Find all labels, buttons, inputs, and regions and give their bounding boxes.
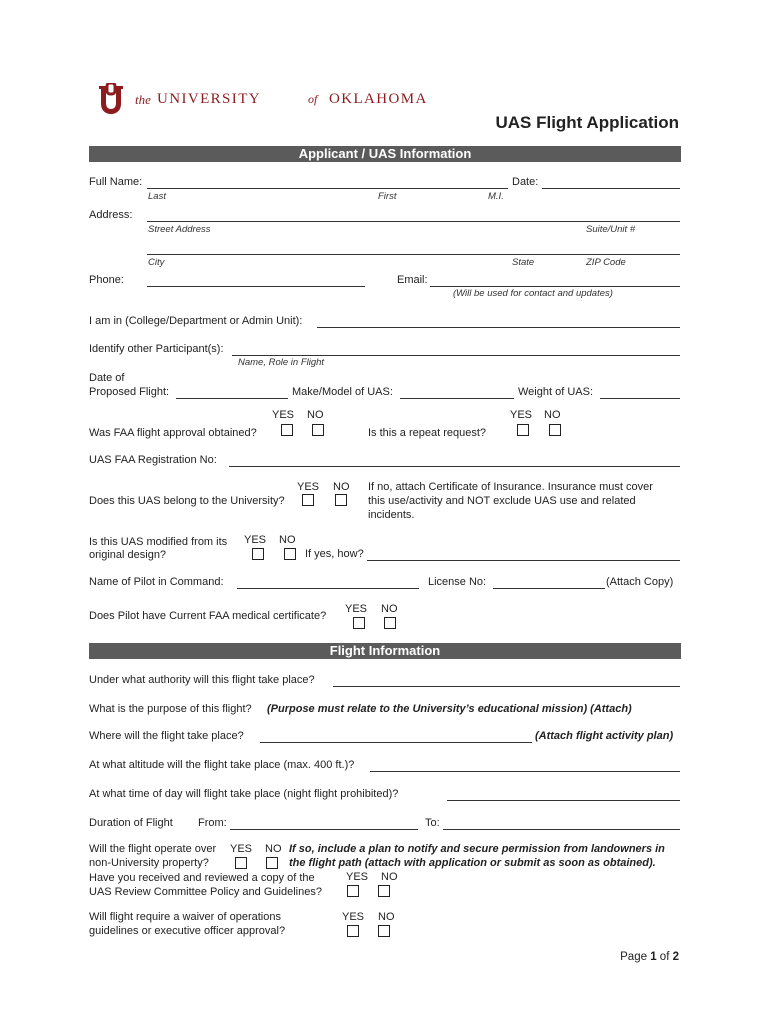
over-note-line-2: the flight path (attach with application or submit as soon as obtained). [289,857,656,869]
waiver-question-line-2: guidelines or executive officer approval? [89,925,286,937]
form-title: UAS Flight Application [495,113,679,132]
belong-yes-checkbox[interactable] [302,494,314,506]
weight-field[interactable] [600,398,680,399]
belong-no-label: NO [333,481,350,493]
street-address-field[interactable] [147,221,680,222]
where-field[interactable] [260,742,532,743]
to-field[interactable] [443,829,680,830]
authority-question: Under what authority will this flight take place? [89,674,315,686]
repeat-no-label: NO [544,409,561,421]
last-hint: Last [148,191,166,202]
policy-question-line-1: Have you received and reviewed a copy of the [89,872,315,884]
section-bar-flight: Flight Information [89,643,681,659]
participants-field[interactable] [232,355,680,356]
faa-approval-no-label: NO [307,409,324,421]
proposed-flight-label: Proposed Flight: [89,386,170,398]
waiver-no-label: NO [378,911,395,923]
duration-label: Duration of Flight [89,817,173,829]
time-field[interactable] [447,800,680,801]
page-word: Page [620,951,647,963]
where-question: Where will the flight take place? [89,730,244,742]
weight-label: Weight of UAS: [518,386,593,398]
medical-no-checkbox[interactable] [384,617,396,629]
city-hint: City [148,257,165,268]
waiver-yes-label: YES [342,911,365,923]
insurance-note-line-2: this use/activity and NOT exclude UAS use and related [368,495,636,507]
modification-field[interactable] [367,560,680,561]
participants-label: Identify other Participant(s): [89,343,224,355]
waiver-no-checkbox[interactable] [378,925,390,937]
page-total: 2 [672,951,679,963]
altitude-question: At what altitude will the flight take place (max. 400 ft.)? [89,759,355,771]
ou-monogram-icon [95,83,129,115]
where-note: (Attach flight activity plan) [535,730,674,742]
over-question-line-2: non-University property? [89,857,209,869]
over-no-label: NO [265,843,282,855]
full-name-field[interactable] [147,188,508,189]
suite-hint: Suite/Unit # [586,224,636,235]
medical-yes-label: YES [345,603,368,615]
proposed-flight-field[interactable] [176,398,288,399]
logo-oklahoma: OKLAHOMA [329,91,428,107]
first-hint: First [378,191,397,202]
date-of-label: Date of [89,372,125,384]
license-label: License No: [428,576,487,588]
phone-label: Phone: [89,274,124,286]
modified-no-checkbox[interactable] [284,548,296,560]
college-label: I am in (College/Department or Admin Unit): [89,315,303,327]
time-question: At what time of day will flight take place (night flight prohibited)? [89,788,399,800]
modified-no-label: NO [279,534,296,546]
section-bar-applicant: Applicant / UAS Information [89,146,681,162]
repeat-question: Is this a repeat request? [368,427,487,439]
insurance-note-line-3: incidents. [368,509,415,521]
zip-hint: ZIP Code [586,257,626,268]
belong-no-checkbox[interactable] [335,494,347,506]
address-label: Address: [89,209,133,221]
purpose-note: (Purpose must relate to the University’s educational mission) (Attach) [267,703,632,715]
over-note-line-1: If so, include a plan to notify and secure permission from landowners in [289,843,665,855]
street-hint: Street Address [148,224,211,235]
logo-university: UNIVERSITY [157,91,261,107]
waiver-yes-checkbox[interactable] [347,925,359,937]
authority-field[interactable] [333,686,680,687]
faa-approval-no-checkbox[interactable] [312,424,324,436]
medical-yes-checkbox[interactable] [353,617,365,629]
from-label: From: [198,817,227,829]
from-field[interactable] [230,829,418,830]
email-field[interactable] [430,286,680,287]
license-field[interactable] [493,588,605,589]
purpose-question: What is the purpose of this flight? [89,703,252,715]
belong-question: Does this UAS belong to the University? [89,495,285,507]
over-no-checkbox[interactable] [266,857,278,869]
faa-approval-yes-label: YES [272,409,295,421]
city-state-zip-field[interactable] [147,254,680,255]
over-yes-checkbox[interactable] [235,857,247,869]
state-hint: State [512,257,535,268]
full-name-label: Full Name: [89,176,143,188]
modified-question-line-2: original design? [89,549,167,561]
page-current: 1 [650,951,657,963]
policy-no-checkbox[interactable] [378,885,390,897]
registration-field[interactable] [229,466,680,467]
mi-hint: M.I. [488,191,504,202]
date-label: Date: [512,176,539,188]
faa-approval-question: Was FAA flight approval obtained? [89,427,257,439]
policy-yes-checkbox[interactable] [347,885,359,897]
modified-yes-checkbox[interactable] [252,548,264,560]
medical-no-label: NO [381,603,398,615]
make-model-label: Make/Model of UAS: [292,386,393,398]
repeat-yes-label: YES [510,409,533,421]
policy-question-line-2: UAS Review Committee Policy and Guidelines? [89,886,322,898]
email-note: (Will be used for contact and updates) [453,288,613,299]
college-field[interactable] [317,327,680,328]
make-model-field[interactable] [400,398,514,399]
repeat-yes-checkbox[interactable] [517,424,529,436]
page-number [620,951,679,963]
logo-of: of [308,92,318,106]
repeat-no-checkbox[interactable] [549,424,561,436]
attach-copy-note: (Attach Copy) [606,576,674,588]
insurance-note-line-1: If no, attach Certificate of Insurance. Insurance must cover [368,481,653,493]
altitude-field[interactable] [370,771,680,772]
waiver-question-line-1: Will flight require a waiver of operations [89,911,281,923]
over-yes-label: YES [230,843,253,855]
registration-label: UAS FAA Registration No: [89,454,217,466]
of-word: of [659,951,670,963]
to-label: To: [425,817,440,829]
participants-hint: Name, Role in Flight [238,357,325,368]
modified-yes-label: YES [244,534,267,546]
modified-question-line-1: Is this UAS modified from its [89,536,228,548]
belong-yes-label: YES [297,481,320,493]
medical-question: Does Pilot have Current FAA medical certificate? [89,610,327,622]
email-label: Email: [397,274,428,286]
pilot-field[interactable] [237,588,419,589]
if-yes-how-label: If yes, how? [305,548,364,560]
policy-yes-label: YES [346,871,369,883]
policy-no-label: NO [381,871,398,883]
faa-approval-yes-checkbox[interactable] [281,424,293,436]
date-field[interactable] [542,188,680,189]
logo-the: the [135,92,151,107]
phone-field[interactable] [147,286,365,287]
over-question-line-1: Will the flight operate over [89,843,217,855]
pilot-label: Name of Pilot in Command: [89,576,224,588]
